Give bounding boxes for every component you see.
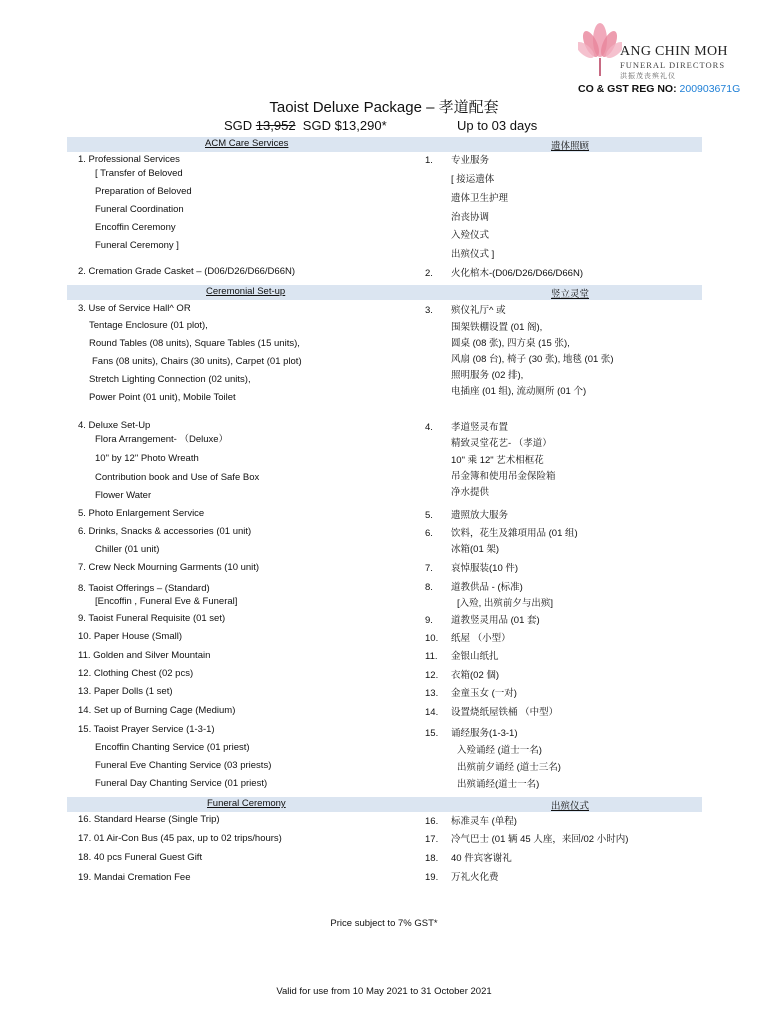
item-line-en: 10. Paper House (Small)	[78, 631, 183, 642]
item-line-cn: 风扇 (08 台), 椅子 (30 张), 地毯 (01 张)	[451, 354, 614, 365]
item-line-cn: 孝道竖灵布置	[451, 422, 509, 433]
old-price-prefix: SGD	[224, 118, 253, 133]
item-line-en: 17. 01 Air-Con Bus (45 pax, up to 02 trips/hours)	[78, 833, 282, 844]
item-line-cn: 道教供品 - (标准)	[451, 582, 523, 593]
item-line-cn: [ 接运遗体	[451, 174, 495, 185]
item-line-en: [Encoffin , Funeral Eve & Funeral]	[95, 596, 238, 607]
item-line-cn: 入殓诵经 (道士一名)	[457, 745, 542, 756]
item-line-en: 12. Clothing Chest (02 pcs)	[78, 668, 194, 679]
item-line-en: [ Transfer of Beloved	[95, 168, 183, 179]
item-line-cn: 11.	[425, 651, 438, 662]
duration: Up to 03 days	[457, 118, 538, 133]
item-line-cn: 设置烧纸屋铁桶 （中型）	[451, 707, 559, 718]
item-line-cn: 16.	[425, 816, 439, 827]
item-line-en: Flora Arrangement- （Deluxe）	[95, 434, 229, 445]
section-band-setup	[67, 285, 702, 300]
item-line-en: Tentage Enclosure (01 plot),	[89, 320, 208, 331]
item-line-cn: 1.	[425, 155, 433, 166]
item-line-cn: 17.	[425, 834, 439, 845]
item-line-en: Funeral Ceremony ]	[95, 240, 179, 251]
item-line-en: 5. Photo Enlargement Service	[78, 508, 205, 519]
item-line-cn: 冷气巴士 (01 辆 45 人座，来回/02 小时内)	[451, 834, 629, 845]
item-line-en: 13. Paper Dolls (1 set)	[78, 686, 173, 697]
item-line-en: 11. Golden and Silver Mountain	[78, 650, 211, 661]
item-line-cn: 围架铁棚设置 (01 阁),	[451, 322, 543, 333]
item-line-cn: 纸屋 （小型）	[451, 633, 511, 644]
item-line-cn: 7.	[425, 563, 433, 574]
item-line-cn: 14.	[425, 707, 439, 718]
item-line-cn: 40 件宾客谢礼	[451, 853, 512, 864]
item-line-cn: 殡仪礼厅^ 或	[451, 305, 506, 316]
item-line-en: Funeral Coordination	[95, 204, 184, 215]
item-line-cn: 入殓仪式	[451, 230, 490, 241]
item-line-cn: 圆桌 (08 张), 四方桌 (15 张),	[451, 338, 570, 349]
item-line-cn: 遗体卫生护理	[451, 193, 509, 204]
price-line	[224, 118, 387, 133]
item-line-cn: 3.	[425, 305, 433, 316]
reg-label: CO & GST REG NO:	[578, 83, 677, 95]
item-line-en: 10" by 12" Photo Wreath	[95, 453, 199, 464]
brand-chinese: 洪振茂丧殡礼仪	[620, 73, 676, 80]
item-line-cn: 18.	[425, 853, 439, 864]
item-line-cn: 吊金簿和使用吊金保险箱	[451, 471, 556, 482]
item-line-cn: 9.	[425, 615, 433, 626]
item-line-cn: 8.	[425, 582, 433, 593]
item-line-en: 18. 40 pcs Funeral Guest Gift	[78, 852, 203, 863]
item-line-cn: 冰箱(01 架)	[451, 544, 500, 555]
item-line-cn: 遗照放大服务	[451, 510, 509, 521]
item-line-en: Flower Water	[95, 490, 152, 501]
item-line-en: 15. Taoist Prayer Service (1-3-1)	[78, 724, 215, 735]
new-price: SGD $13,290*	[302, 118, 387, 133]
item-line-en: 9. Taoist Funeral Requisite (01 set)	[78, 613, 226, 624]
item-line-en: 7. Crew Neck Mourning Garments (10 unit)	[78, 562, 260, 573]
item-line-en: 14. Set up of Burning Cage (Medium)	[78, 705, 236, 716]
item-line-en: Chiller (01 unit)	[95, 544, 160, 555]
item-line-en: 16. Standard Hearse (Single Trip)	[78, 814, 220, 825]
item-line-cn: 电插座 (01 组), 流动厕所 (01 个)	[451, 386, 587, 397]
gst-note: Price subject to 7% GST*	[330, 918, 438, 929]
reg-number-link[interactable]: 200903671G	[679, 83, 741, 95]
item-line-en: 3. Use of Service Hall^ OR	[78, 303, 191, 314]
item-line-en: Funeral Day Chanting Service (01 priest)	[95, 778, 268, 789]
item-line-cn: 出殡诵经(道士一名)	[457, 779, 540, 790]
item-line-cn: 12.	[425, 670, 439, 681]
lotus-logo-icon	[578, 18, 622, 78]
item-line-cn: 出殡前夕诵经 (道士三名)	[457, 762, 561, 773]
item-line-en: 2. Cremation Grade Casket – (D06/D26/D66/D66N)	[78, 266, 296, 277]
item-line-cn: 精致灵堂花艺- （孝道）	[451, 438, 552, 449]
package-title: Taoist Deluxe Package – 孝道配套	[269, 99, 499, 116]
item-line-en: 6. Drinks, Snacks & accessories (01 unit)	[78, 526, 252, 537]
item-line-cn: 火化棺木-(D06/D26/D66/D66N)	[451, 268, 583, 279]
item-line-cn: 净水提供	[451, 487, 490, 498]
item-line-cn: 2.	[425, 268, 433, 279]
section-title-en: ACM Care Services	[205, 138, 289, 149]
section-title-cn: 遗体照顾	[551, 141, 590, 152]
brand-name: ANG CHIN MOH	[620, 44, 728, 59]
item-line-cn: 金银山纸扎	[451, 651, 499, 662]
item-line-cn: 哀悼服装(10 件)	[451, 563, 519, 574]
section-title-cn: 出殡仪式	[551, 801, 590, 812]
item-line-en: 1. Professional Services	[78, 154, 180, 165]
item-line-cn: 15.	[425, 728, 439, 739]
validity-note: Valid for use from 10 May 2021 to 31 October 2021	[276, 986, 492, 997]
item-line-cn: 10" 乘 12" 艺术相框花	[451, 455, 544, 466]
item-line-cn: 照明服务 (02 排),	[451, 370, 524, 381]
item-line-cn: 标准灵车 (单程)	[451, 816, 517, 827]
section-title-en: Ceremonial Set-up	[206, 286, 286, 297]
registration-number	[578, 83, 740, 95]
company-logo	[578, 18, 748, 88]
item-line-en: 4. Deluxe Set-Up	[78, 420, 151, 431]
item-line-cn: 出殡仪式 ]	[451, 249, 495, 260]
item-line-cn: 13.	[425, 688, 439, 699]
item-line-cn: 道教竖灵用品 (01 套)	[451, 615, 540, 626]
item-line-en: Round Tables (08 units), Square Tables (15 units),	[89, 338, 300, 349]
item-line-cn: 专业服务	[451, 155, 490, 166]
brand-subtitle: FUNERAL DIRECTORS	[620, 60, 726, 70]
item-line-cn: 金童玉女 (一对)	[451, 688, 517, 699]
item-line-cn: 5.	[425, 510, 433, 521]
item-line-cn: 4.	[425, 422, 433, 433]
section-band-ceremony	[67, 797, 702, 812]
item-line-cn: 6.	[425, 528, 433, 539]
item-line-cn: 万礼火化费	[451, 872, 499, 883]
item-line-cn: 饮料，花生及雜項用品 (01 组)	[451, 528, 578, 539]
item-line-cn: 10.	[425, 633, 439, 644]
section-title-en: Funeral Ceremony	[207, 798, 286, 809]
item-line-cn: 19.	[425, 872, 439, 883]
item-line-en: Funeral Eve Chanting Service (03 priests)	[95, 760, 272, 771]
section-title-cn: 竖立灵堂	[551, 289, 590, 300]
item-line-en: Fans (08 units), Chairs (30 units), Carpet (01 plot)	[92, 356, 302, 367]
item-line-cn: 诵经服务(1-3-1)	[451, 728, 518, 739]
item-line-en: Encoffin Chanting Service (01 priest)	[95, 742, 250, 753]
section-band-care	[67, 137, 702, 152]
item-line-en: Encoffin Ceremony	[95, 222, 176, 233]
item-line-en: Power Point (01 unit), Mobile Toilet	[89, 392, 236, 403]
item-line-cn: 衣箱(02 個)	[451, 670, 500, 681]
item-line-en: 8. Taoist Offerings – (Standard)	[78, 583, 210, 594]
item-line-cn: [入殓, 出殡前夕与出殡]	[457, 598, 554, 609]
item-line-en: Preparation of Beloved	[95, 186, 192, 197]
item-line-cn: 治丧协调	[451, 212, 490, 223]
item-line-en: Stretch Lighting Connection (02 units),	[89, 374, 251, 385]
item-line-en: Contribution book and Use of Safe Box	[95, 472, 260, 483]
old-price: 13,952	[255, 118, 296, 133]
item-line-en: 19. Mandai Cremation Fee	[78, 872, 191, 883]
